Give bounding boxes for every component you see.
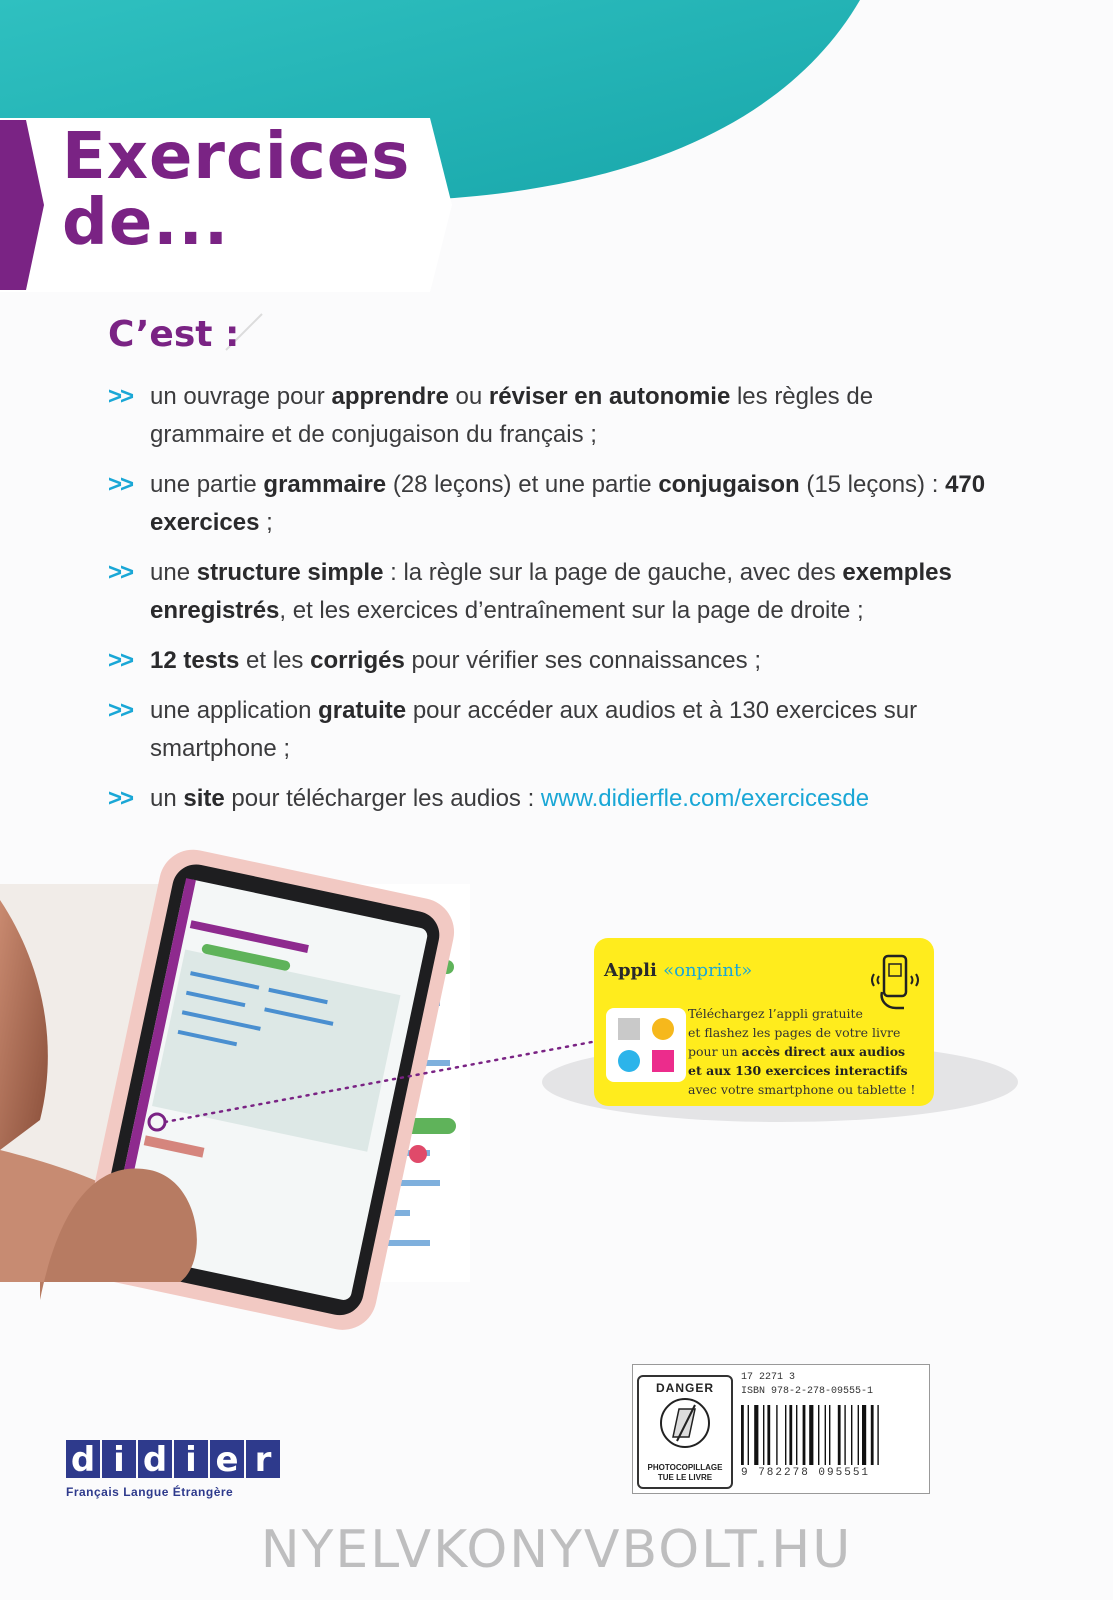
svg-text:d: d [142,1440,168,1478]
list-item: >> une partie grammaire (28 leçons) et une partie conjugaison (15 leçons) : 470 exercices ; [108,466,988,542]
svg-text:i: i [113,1440,125,1478]
didier-logo-icon [66,1440,286,1478]
chevron-marker-icon: >> [108,697,133,724]
website-link[interactable]: www.didierfle.com/exercicesde [540,785,870,812]
onprint-brand: «onprint» [663,960,753,981]
svg-text:d: d [70,1440,96,1478]
didier-logo [66,1440,286,1499]
list-item: >> 12 tests et les corrigés pour vérifier ses connaissances ; [108,642,988,680]
watermark: NYELVKONYVBOLT.HU [260,1520,853,1580]
appli-description: Téléchargez l’appli gratuite et flashez les pages de votre livre pour un accès direct aux audios et aux 130 exercices interactifs avec votre smartphone ou tablette ! [688,1006,916,1097]
barcode-number: 9 782278 095551 [741,1467,871,1479]
chevron-marker-icon: >> [108,785,133,812]
svg-text:i: i [185,1440,197,1478]
list-item: >> un ouvrage pour apprendre ou réviser en autonomie les règles de grammaire et de conjugaison du français ; [108,378,988,454]
chevron-marker-icon: >> [108,647,133,674]
barcode-bars [741,1405,921,1465]
onprint-tiles-icon [606,1008,686,1082]
list-item: >> une structure simple : la règle sur la page de gauche, avec des exemples enregistrés, et les exercices d’entraînement sur la page de droite ; [108,554,988,630]
svg-text:e: e [215,1440,239,1478]
chevron-marker-icon: >> [108,559,133,586]
isbn-codes: 17 2271 3 ISBN 978-2-278-09555-1 [741,1372,874,1397]
appli-onprint-box [594,938,934,1106]
intro-label: C’est : [108,314,240,355]
photocopy-book-icon [655,1395,715,1453]
title-line-2: de... [62,186,230,260]
feature-list [108,378,988,830]
list-item: >> un site pour télécharger les audios : www.didierfle.com/exercicesde [108,780,988,818]
list-item: >> une application gratuite pour accéder aux audios et à 130 exercices sur smartphone ; [108,692,988,768]
cover-title [62,120,411,260]
barcode-panel [632,1364,930,1494]
danger-photocopillage-badge: DANGER PHOTOCOPILLAGE TUE LE LIVRE [637,1375,733,1489]
phone-photo [0,843,470,1336]
svg-text:r: r [254,1440,272,1478]
appli-title: Appli «onprint» [604,960,753,981]
chevron-marker-icon: >> [108,383,133,410]
phone-scan-icon [868,952,922,1010]
chevron-marker-icon: >> [108,471,133,498]
logo-subtitle: Français Langue Étrangère [66,1485,234,1499]
title-line-1: Exercices [62,120,411,194]
